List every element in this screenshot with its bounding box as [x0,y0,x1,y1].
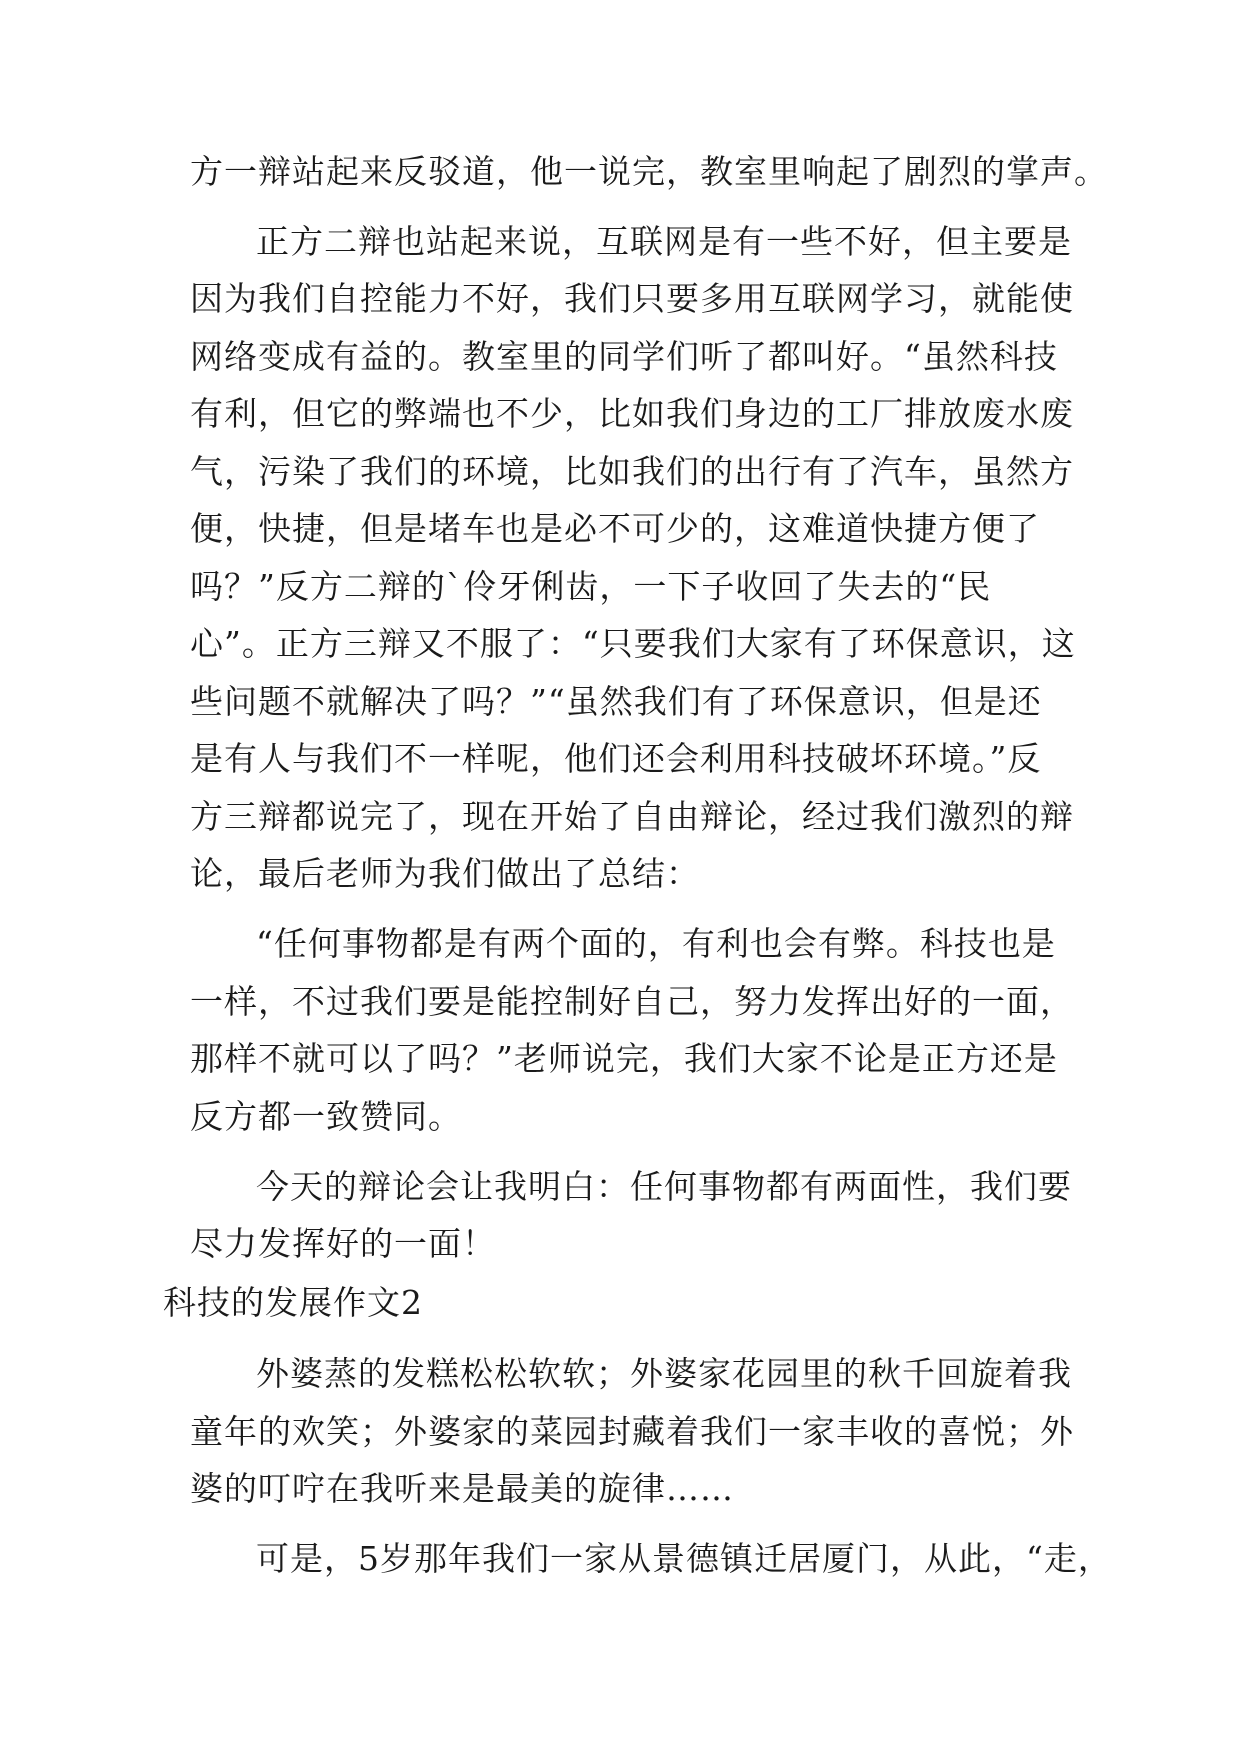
text-line: 方三辩都说完了，现在开始了自由辩论，经过我们激烈的辩 [190,797,1074,836]
text-line: 有利，但它的弊端也不少，比如我们身边的工厂排放废水废 [190,394,1074,433]
section-heading: 科技的发展作文2 [163,1283,423,1322]
text-line: 婆的叮咛在我听来是最美的旋律…… [190,1469,734,1508]
text-line: 心”。正方三辩又不服了：“只要我们大家有了环保意识，这 [190,624,1076,663]
text-line: 网络变成有益的。教室里的同学们听了都叫好。“虽然科技 [190,337,1058,376]
paragraph-first-line: 可是，5岁那年我们一家从景德镇迁居厦门，从此，“走， [256,1539,1112,1578]
text-line: 一样，不过我们要是能控制好自己，努力发挥出好的一面， [190,982,1074,1021]
text-line: 吗？”反方二辩的`伶牙俐齿，一下子收回了失去的“民 [190,567,992,606]
text-line: 方一辩站起来反驳道，他一说完，教室里响起了剧烈的掌声。 [190,152,1108,191]
text-line: 是有人与我们不一样呢，他们还会利用科技破坏环境。”反 [190,739,1042,778]
paragraph-first-line: 正方二辩也站起来说，互联网是有一些不好，但主要是 [256,222,1072,261]
text-line: 论，最后老师为我们做出了总结： [190,854,700,893]
text-line: 些问题不就解决了吗？”“虽然我们有了环保意识，但是还 [190,682,1042,721]
text-line: 因为我们自控能力不好，我们只要多用互联网学习，就能使 [190,279,1074,318]
paragraph-first-line: “任何事物都是有两个面的，有利也会有弊。科技也是 [256,924,1056,963]
text-line: 便，快捷，但是堵车也是必不可少的，这难道快捷方便了 [190,509,1040,548]
text-line: 气，污染了我们的环境，比如我们的出行有了汽车，虽然方 [190,452,1074,491]
text-line: 尽力发挥好的一面！ [190,1224,496,1263]
text-line: 那样不就可以了吗？”老师说完，我们大家不论是正方还是 [190,1039,1058,1078]
text-line: 童年的欢笑；外婆家的菜园封藏着我们一家丰收的喜悦；外 [190,1412,1074,1451]
text-line: 反方都一致赞同。 [190,1097,462,1136]
paragraph-first-line: 外婆蒸的发糕松松软软；外婆家花园里的秋千回旋着我 [256,1354,1072,1393]
paragraph-first-line: 今天的辩论会让我明白：任何事物都有两面性，我们要 [256,1167,1072,1206]
